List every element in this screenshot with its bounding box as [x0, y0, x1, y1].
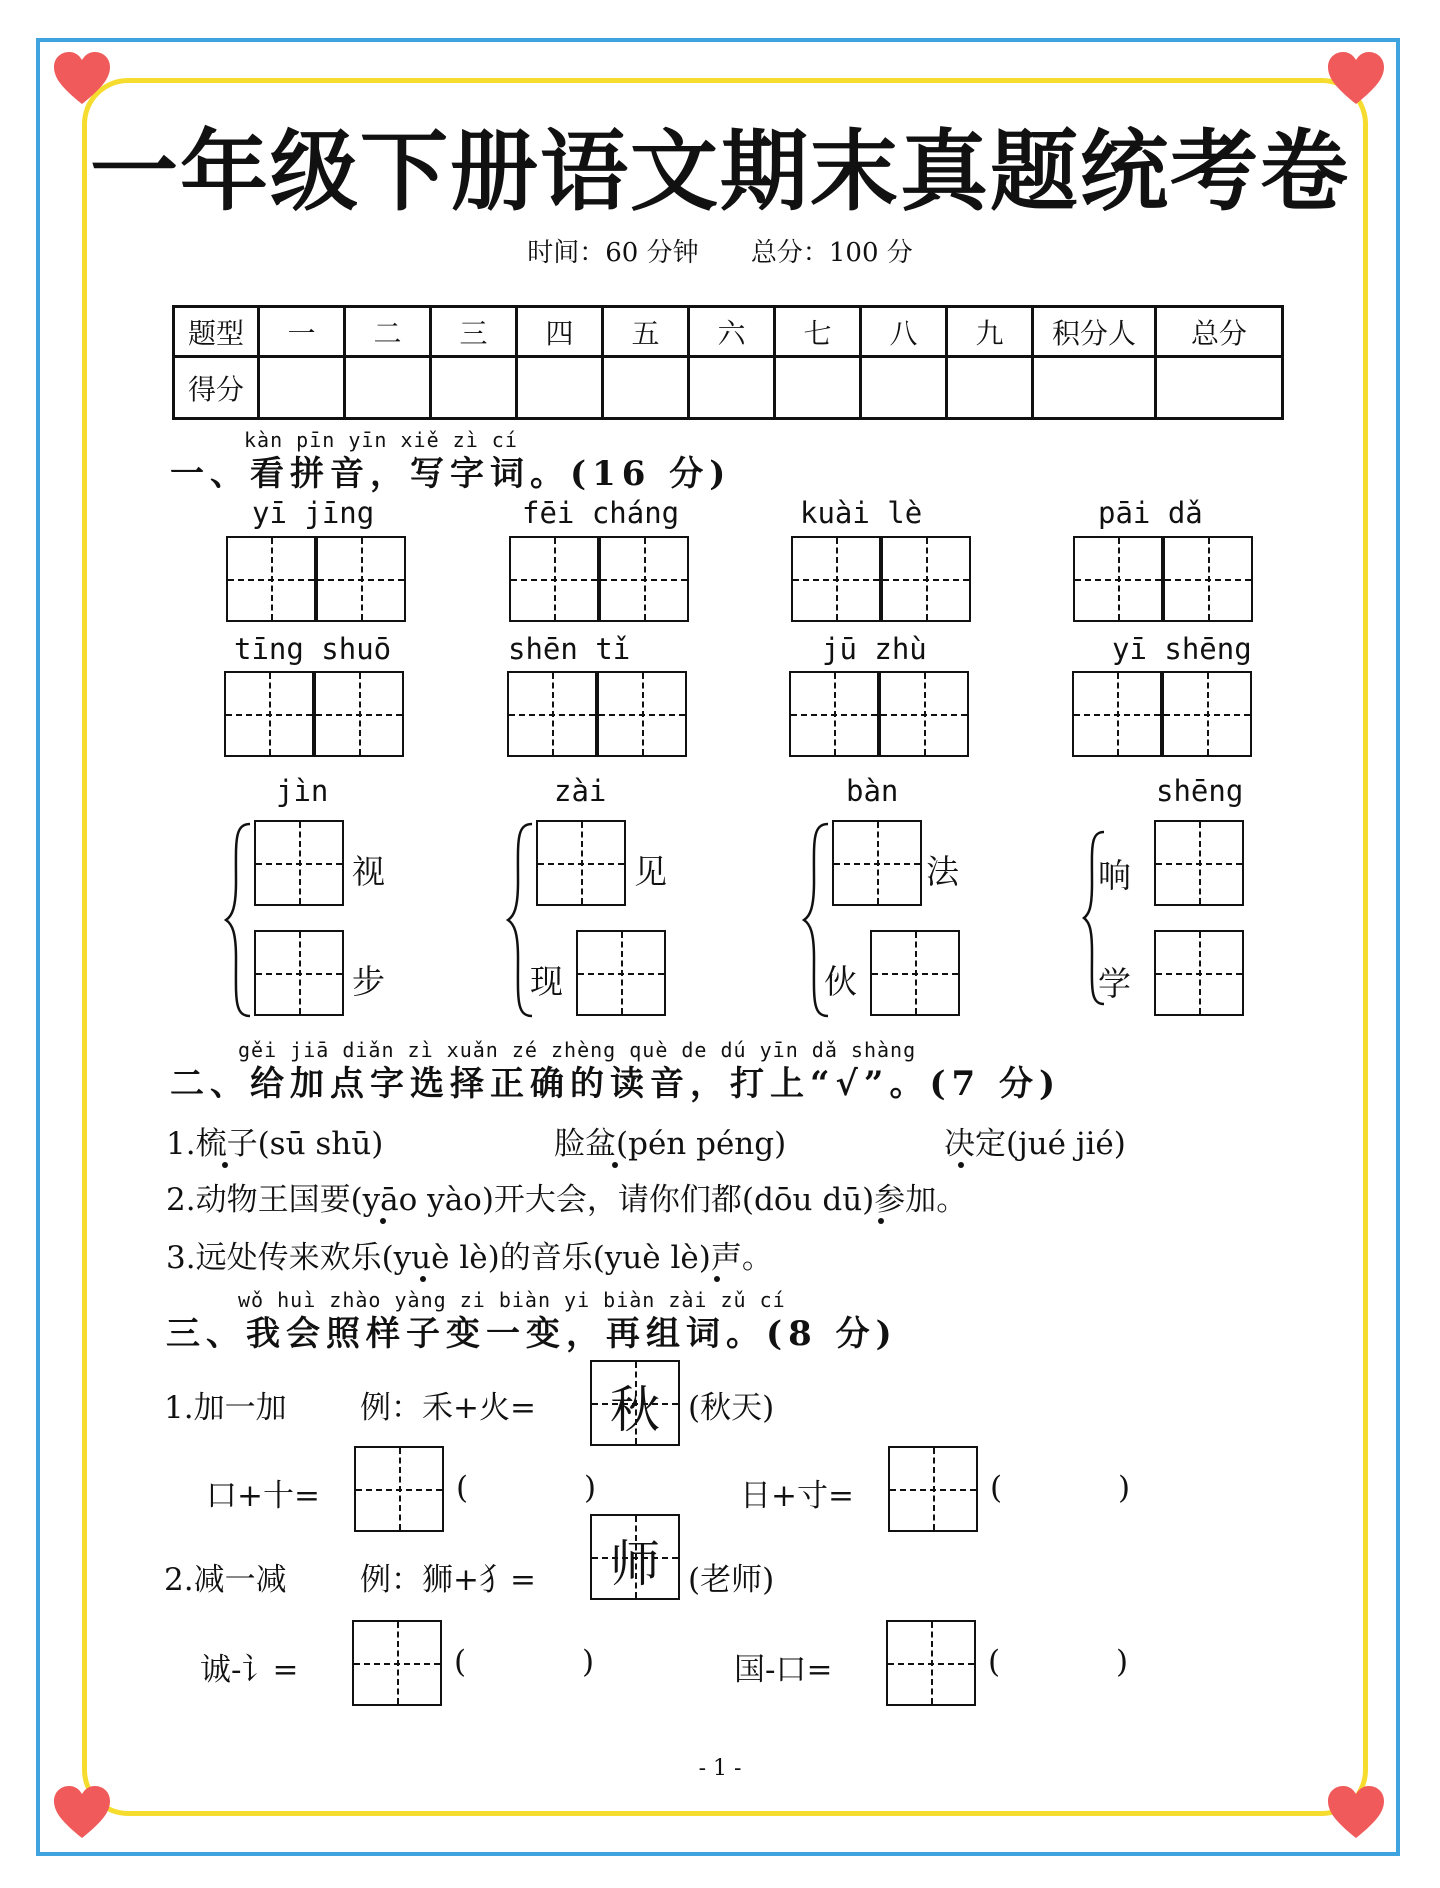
score-input-cell[interactable]: [1156, 357, 1283, 419]
paren: (: [988, 1644, 1001, 1680]
writing-box-pair[interactable]: [509, 536, 691, 624]
table-cell: 题型: [174, 307, 259, 357]
pinyin-label: jū zhù: [822, 632, 927, 666]
writing-cell[interactable]: [881, 536, 971, 622]
page-title: 一年级下册语文期末真题统考卷: [89, 120, 1350, 223]
writing-cell[interactable]: [314, 671, 404, 757]
writing-cell[interactable]: [576, 930, 666, 1016]
paren: (: [456, 1470, 469, 1506]
section3-pinyin: wǒ huì zhào yàng zi biàn yi biàn zài zǔ cí: [238, 1288, 786, 1312]
score-input-cell[interactable]: [345, 357, 431, 419]
pinyin-label: yī jīng: [252, 496, 375, 530]
question-line: 脸盆(pén péng): [554, 1126, 787, 1162]
writing-cell[interactable]: [599, 536, 689, 622]
table-cell: 得分: [174, 357, 259, 419]
emphasis-dot: [958, 1162, 964, 1168]
table-cell: 总分: [1156, 307, 1283, 357]
add-label: 1.加一加: [164, 1390, 287, 1426]
add-question: 日+寸=: [740, 1478, 854, 1514]
score-input-cell[interactable]: [603, 357, 689, 419]
writing-cell[interactable]: [879, 671, 969, 757]
exam-total: 总分：100 分: [750, 238, 913, 268]
writing-cell[interactable]: [1154, 820, 1244, 906]
paren: ): [582, 1644, 595, 1680]
character: 视: [352, 852, 385, 891]
score-input-cell[interactable]: [947, 357, 1033, 419]
table-cell: 九: [947, 307, 1033, 357]
paren: ): [1116, 1644, 1129, 1680]
score-input-cell[interactable]: [517, 357, 603, 419]
writing-cell[interactable]: [1162, 671, 1252, 757]
sub-question: 国-口=: [734, 1652, 833, 1688]
page-number: - 1 -: [698, 1756, 742, 1781]
character: 步: [352, 962, 385, 1001]
writing-cell[interactable]: [888, 1446, 978, 1532]
pinyin-label: shēn tǐ: [508, 632, 631, 666]
question-line: 2.动物王国要(yāo yào)开大会，请你们都(dōu dū)参加。: [166, 1182, 968, 1218]
writing-cell[interactable]: [886, 1620, 976, 1706]
section1-pinyin: kàn pīn yīn xiě zì cí: [244, 428, 518, 452]
paren: ): [1118, 1470, 1131, 1506]
sub-example: 例：狮+犭=: [360, 1562, 536, 1598]
emphasis-dot: [612, 1162, 618, 1168]
table-cell: 积分人: [1033, 307, 1156, 357]
writing-cell[interactable]: [791, 536, 881, 622]
table-cell: 六: [689, 307, 775, 357]
add-example: 例：禾+火=: [360, 1390, 536, 1426]
add-example-word: (秋天): [688, 1390, 775, 1426]
score-input-cell[interactable]: [861, 357, 947, 419]
table-cell: 四: [517, 307, 603, 357]
character: 法: [926, 852, 959, 891]
writing-cell[interactable]: [507, 671, 597, 757]
writing-box-pair[interactable]: [791, 536, 973, 624]
character: 伙: [824, 962, 857, 1001]
writing-cell[interactable]: [224, 671, 314, 757]
emphasis-dot: [222, 1162, 228, 1168]
writing-cell[interactable]: [254, 930, 344, 1016]
heart-icon: [52, 50, 112, 106]
paren: (: [454, 1644, 467, 1680]
table-cell: 七: [775, 307, 861, 357]
writing-box-pair[interactable]: [1073, 536, 1255, 624]
score-input-cell[interactable]: [775, 357, 861, 419]
score-table-row: [174, 357, 1283, 419]
pinyin-label: yī shēng: [1112, 632, 1252, 666]
writing-cell[interactable]: [226, 536, 316, 622]
sub-example-word: (老师): [688, 1562, 775, 1598]
example-cell: [590, 1514, 680, 1600]
table-cell: 三: [431, 307, 517, 357]
score-table: [172, 305, 1284, 420]
writing-cell[interactable]: [1154, 930, 1244, 1016]
writing-cell[interactable]: [536, 820, 626, 906]
writing-cell[interactable]: [1072, 671, 1162, 757]
writing-box-pair[interactable]: [224, 671, 406, 759]
paren: ): [584, 1470, 597, 1506]
section2-title: 二、给加点字选择正确的读音，打上“√”。(7 分): [170, 1064, 1062, 1104]
pinyin-label: kuài lè: [800, 496, 923, 530]
pinyin-label: fēi cháng: [522, 496, 680, 530]
score-table-header: [174, 307, 1283, 357]
example-character: 秋: [610, 1381, 660, 1439]
pinyin-label: shēng: [1156, 774, 1244, 808]
writing-cell[interactable]: [789, 671, 879, 757]
exam-meta: [0, 232, 1440, 269]
score-input-cell[interactable]: [1033, 357, 1156, 419]
pinyin-label: tīng shuō: [234, 632, 392, 666]
question-line: 1.梳子(sū shū): [166, 1126, 384, 1162]
character: 现: [530, 962, 563, 1001]
section3-title: 三、我会照样子变一变，再组词。(8 分): [166, 1314, 898, 1354]
character: 响: [1098, 856, 1131, 895]
question-line: 3.远处传来欢乐(yuè lè)的音乐(yuè lè)声。: [166, 1240, 773, 1276]
score-input-cell[interactable]: [259, 357, 345, 419]
table-cell: 八: [861, 307, 947, 357]
exam-time: 时间：60 分钟: [527, 238, 699, 268]
writing-cell[interactable]: [354, 1446, 444, 1532]
pinyin-label: zài: [554, 774, 607, 808]
section1-title: 一、看拼音，写字词。(16 分): [170, 454, 732, 494]
pinyin-label: bàn: [846, 774, 899, 808]
heart-icon: [1326, 50, 1386, 106]
section2-pinyin: gěi jiā diǎn zì xuǎn zé zhèng què de dú yīn dǎ shàng: [238, 1038, 917, 1062]
writing-cell[interactable]: [316, 536, 406, 622]
writing-cell[interactable]: [1073, 536, 1163, 622]
emphasis-dot: [878, 1218, 884, 1224]
example-cell: [590, 1360, 680, 1446]
heart-icon: [1326, 1784, 1386, 1840]
emphasis-dot: [714, 1276, 720, 1282]
table-cell: 五: [603, 307, 689, 357]
sub-question: 诚-讠=: [200, 1652, 299, 1688]
score-input-cell[interactable]: [431, 357, 517, 419]
pinyin-label: jìn: [276, 774, 329, 808]
table-cell: 二: [345, 307, 431, 357]
add-question: 口+十=: [206, 1478, 320, 1514]
sub-label: 2.减一减: [164, 1562, 287, 1598]
table-cell: 一: [259, 307, 345, 357]
score-input-cell[interactable]: [689, 357, 775, 419]
emphasis-dot: [420, 1276, 426, 1282]
writing-box-pair[interactable]: [507, 671, 689, 759]
pinyin-label: pāi dǎ: [1098, 496, 1203, 530]
brace-icon: [224, 822, 254, 1018]
writing-box-pair[interactable]: [1072, 671, 1254, 759]
writing-cell[interactable]: [597, 671, 687, 757]
example-character: 师: [610, 1535, 660, 1593]
writing-cell[interactable]: [1163, 536, 1253, 622]
writing-box-pair[interactable]: [789, 671, 971, 759]
writing-cell[interactable]: [870, 930, 960, 1016]
emphasis-dot: [380, 1218, 386, 1224]
character: 见: [634, 852, 667, 891]
question-line: 决定(jué jié): [944, 1126, 1126, 1162]
writing-cell[interactable]: [352, 1620, 442, 1706]
writing-cell[interactable]: [254, 820, 344, 906]
paren: (: [990, 1470, 1003, 1506]
character: 学: [1098, 964, 1131, 1003]
writing-box-pair[interactable]: [226, 536, 408, 624]
heart-icon: [52, 1784, 112, 1840]
writing-cell[interactable]: [509, 536, 599, 622]
writing-cell[interactable]: [832, 820, 922, 906]
